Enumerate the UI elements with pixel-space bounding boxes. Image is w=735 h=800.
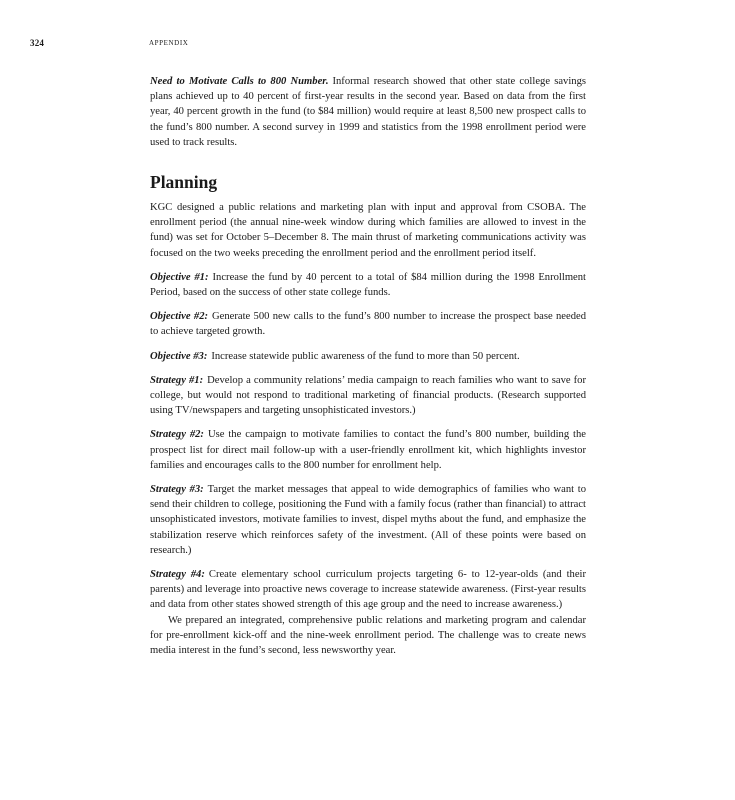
objective-2 bbox=[150, 309, 586, 339]
closing-paragraph: We prepared an integrated, comprehensive public relations and marketing program and calendar for pre-enrollment kick-off and the nine-week enrollment period. The challenge was to create news media interest in the fund’s second, less newsworthy year. bbox=[150, 614, 586, 657]
objective-1-text: Increase the fund by 40 percent to a total of $84 million during the 1998 Enrollment Period, based on the success of other state college funds. bbox=[150, 271, 586, 299]
planning-heading: Planning bbox=[150, 172, 218, 193]
strategy-3 bbox=[150, 482, 586, 558]
strategy-3-label: Strategy #3: bbox=[150, 484, 204, 496]
strategy-2-label: Strategy #2: bbox=[150, 429, 204, 441]
strategy-2-text: Use the campaign to motivate families to contact the fund’s 800 number, building the prospect list for direct mail follow-up with a user-friendly enrollment kit, which highlights investor families and encourages calls to the 800 number for enrollment help. bbox=[150, 429, 586, 471]
page-body bbox=[150, 74, 586, 667]
strategy-3-text: Target the market messages that appeal to wide demographics of families who want to send their children to college, positioning the Fund with a family focus (rather than financial) to attract unsophisticated investors, motivate families to invest, dispel myths about the fund, and emphasize the stabilization reserve which reinforces safety of the investment. (All of these points were based on research.) bbox=[150, 484, 586, 556]
running-head: APPENDIX bbox=[149, 39, 189, 47]
objective-3-label: Objective #3: bbox=[150, 350, 208, 362]
planning-paragraph: KGC designed a public relations and marketing plan with input and approval from CSOBA. The enrollment period (the annual nine-week window during which families are allowed to invest in the fund) was set for October 5–December 8. The main thrust of marketing communications activity was focused on the two weeks preceding the enrollment period and the enrollment period itself. bbox=[150, 202, 586, 259]
intro-paragraph bbox=[150, 74, 586, 150]
objective-1 bbox=[150, 270, 586, 300]
strategy-2 bbox=[150, 427, 586, 473]
strategy-1 bbox=[150, 373, 586, 419]
objective-2-text: Generate 500 new calls to the fund’s 800 number to increase the prospect base needed to achieve targeted growth. bbox=[150, 311, 586, 338]
strategy-4 bbox=[150, 567, 586, 613]
objective-3 bbox=[150, 349, 586, 364]
intro-text: Informal research showed that other state college savings plans achieved up to 40 percent of first-year results in the second year. Based on data from the first year, 40 percent growth in the fund (to $84 million) would require at least 8,500 new prospect calls to the fund’s 800 number. A second survey in 1999 and statistics from the 1998 enrollment period were used to track results. bbox=[150, 76, 586, 148]
page-number: 324 bbox=[30, 38, 45, 48]
objective-3-text: Increase statewide public awareness of the fund to more than 50 percent. bbox=[211, 350, 520, 362]
objective-1-label: Objective #1: bbox=[150, 271, 209, 283]
strategy-4-text: Create elementary school curriculum projects targeting 6- to 12-year-olds (and their parents) and leverage into proactive news coverage to increase statewide awareness. (First-year results and data from other states showed strength of this age group and the need to increase awareness.) bbox=[150, 569, 586, 611]
strategy-4-label: Strategy #4: bbox=[150, 569, 205, 581]
objective-2-label: Objective #2: bbox=[150, 311, 209, 323]
strategy-1-label: Strategy #1: bbox=[150, 374, 204, 386]
intro-title: Need to Motivate Calls to 800 Number. bbox=[150, 76, 329, 87]
strategy-1-text: Develop a community relations’ media campaign to reach families who want to save for college, but would not respond to traditional marketing of financial products. (Research supported using TV/newspapers and targeting unsophisticated investors.) bbox=[150, 374, 587, 417]
